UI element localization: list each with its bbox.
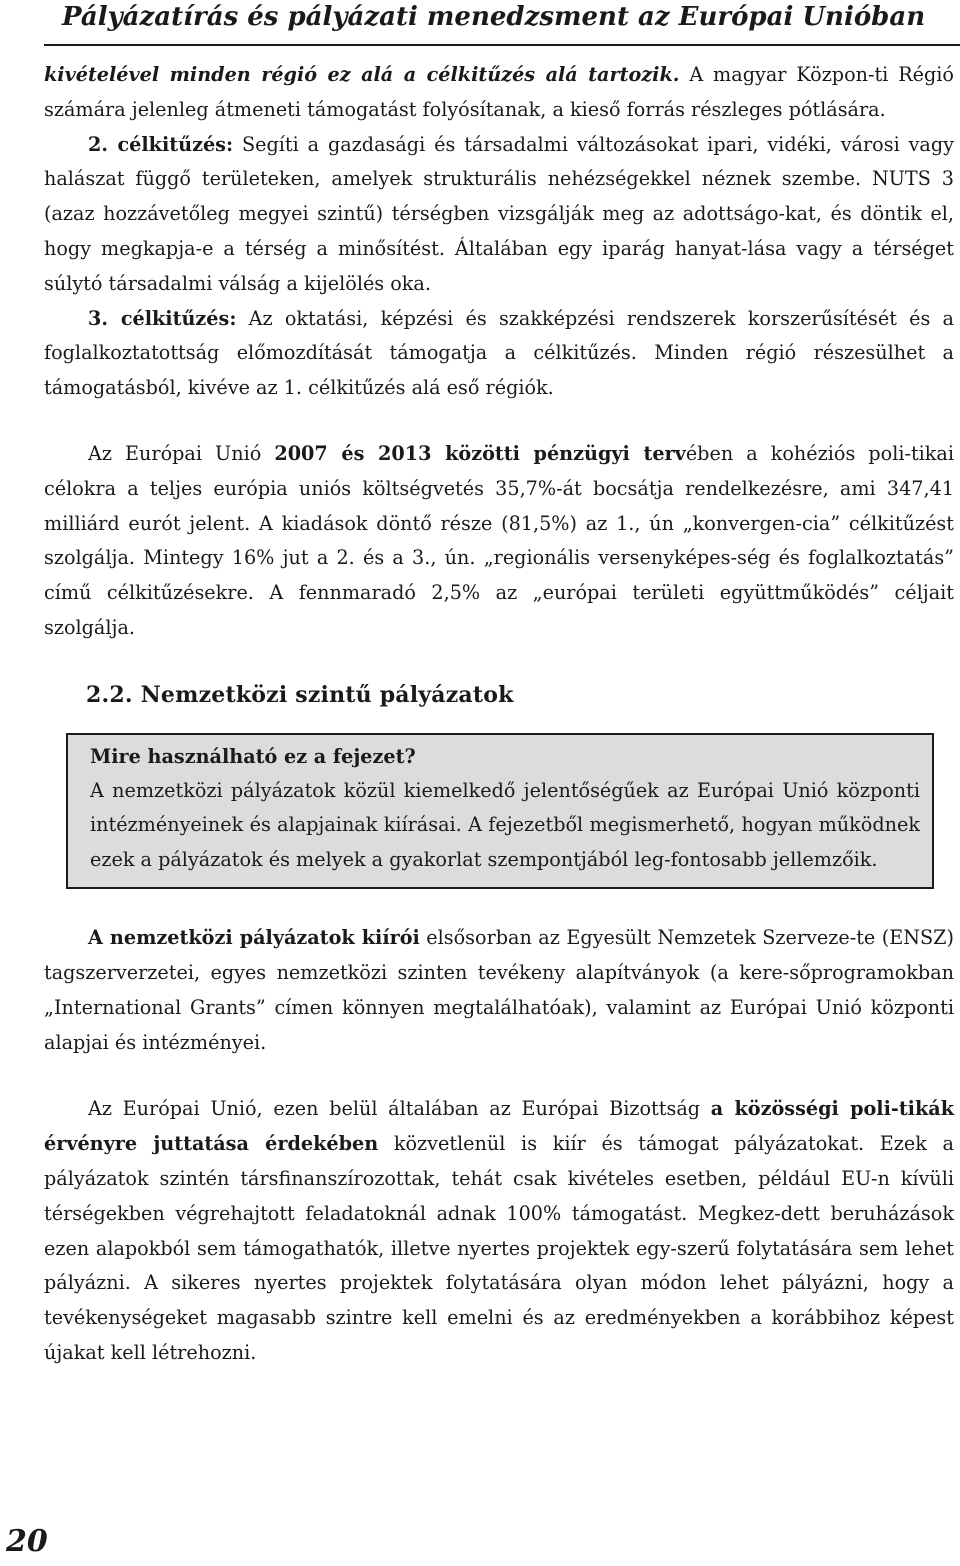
page-body	[44, 58, 954, 1371]
paragraph-issuers	[44, 921, 954, 1060]
paragraph-budget	[44, 437, 954, 646]
info-box-title: Mire használható ez a fejezet?	[90, 744, 416, 768]
paragraph-text: Az Európai Unió	[88, 441, 275, 465]
paragraph-continuation	[44, 58, 954, 128]
paragraph-objective-2	[44, 128, 954, 302]
paragraph-text: Segíti a gazdasági és társadalmi változásokat ipari, vidéki, városi vagy halászat függő területeken, amelyek strukturális nehézségekkel néznek szembe. NUTS 3 (azaz hozzávetőleg megyei szintű) térségben vizsgálják meg az adottságo-kat, és döntik el, hogy megkapja-e a térség a minősítést. Általában egy iparág hanyat-lása vagy a térséget súlytó társadalmi válság a kijelölés oka.	[44, 132, 954, 295]
running-header: Pályázatírás és pályázati menedzsment az Európai Unióban	[62, 2, 926, 32]
emphasis-text: 2007 és 2013 közötti pénzügyi terv	[274, 441, 686, 465]
page-number: 20	[6, 1524, 48, 1559]
paragraph-text: elsősorban az Egyesült Nemzetek Szerveze-te (ENSZ) tagszerverzetei, egyes nemzetközi szinten tevékeny alapítványok (a kere-sőprogramokban „International Grants” címen könnyen megtalálhatóak), valamint az Európai Unió központi alapjai és intézményei.	[44, 926, 954, 1054]
paragraph-text: Az Európai Unió, ezen belül általában az Európai Bizottság	[88, 1097, 711, 1121]
section-heading: 2.2. Nemzetközi szintű pályázatok	[86, 681, 514, 708]
paragraph-objective-3	[44, 302, 954, 406]
paragraph-text: Az oktatási, képzési és szakképzési rendszerek korszerűsítését és a foglalkoztatottság előmozdítását támogatja a célkitűzés. Minden régió részesülhet a támogatásból, kivéve az 1. célkitűzés alá eső régiók.	[44, 306, 954, 400]
emphasis-text: a közösségi poli-tikák érvényre juttatása érdekében	[44, 1097, 954, 1156]
emphasis-text: kivételével minden régió ez alá a célkitűzés alá tartozik.	[44, 63, 680, 86]
chapter-info-box	[66, 733, 934, 890]
objective-label: 2. célkitűzés:	[88, 132, 234, 156]
info-box-text: A nemzetközi pályázatok közül kiemelkedő jelentőségűek az Európai Unió központi intézményeinek és alapjainak kiírásai. A fejezetből megismerhető, hogyan működnek ezek a pályázatok és melyek a gyakorlat szempontjából leg-fontosabb jellemzőik.	[90, 778, 920, 871]
paragraph-text: ében a kohéziós poli-tikai célokra a teljes európia uniós költségvetés 35,7%-át bocsátja rendelkezésre, ami 347,41 milliárd eurót jelent. A kiadások döntő része (81,5%) az 1., ún „konvergen-cia” célkitűzést szolgálja. Mintegy 16% jut a 2. és a 3., ún. „regionális versenyképes-ség és foglalkoztatás” című célkitűzésekre. A fennmaradó 2,5% az „európai területi együttműködés” céljait szolgálja.	[44, 441, 955, 639]
paragraph-eu-commission	[44, 1092, 954, 1370]
emphasis-text: A nemzetközi pályázatok kiírói	[88, 926, 420, 950]
paragraph-text: A magyar Közpon-ti Régió számára jelenleg átmeneti támogatást folyósítanak, a kieső forrás részleges pótlására.	[44, 63, 954, 121]
header-rule	[44, 44, 960, 46]
paragraph-text: közvetlenül is kiír és támogat pályázatokat. Ezek a pályázatok szintén társfinanszírozottak, tehát csak kivételes esetben, például EU-n kívüli térségekben végrehajtott feladatoknál adnak 100% támogatást. Megkez-dett beruházások ezen alapokból sem támogathatók, illetve nyertes projektek egy-szerű folytatására sem lehet pályázni. A sikeres nyertes projektek folytatására olyan módon lehet pályázni, hogy a tevékenységeket magasabb szintre kell emelni és az eredményekben a korábbihoz képest újakat kell létrehozni.	[44, 1132, 954, 1365]
objective-label: 3. célkitűzés:	[88, 306, 237, 330]
